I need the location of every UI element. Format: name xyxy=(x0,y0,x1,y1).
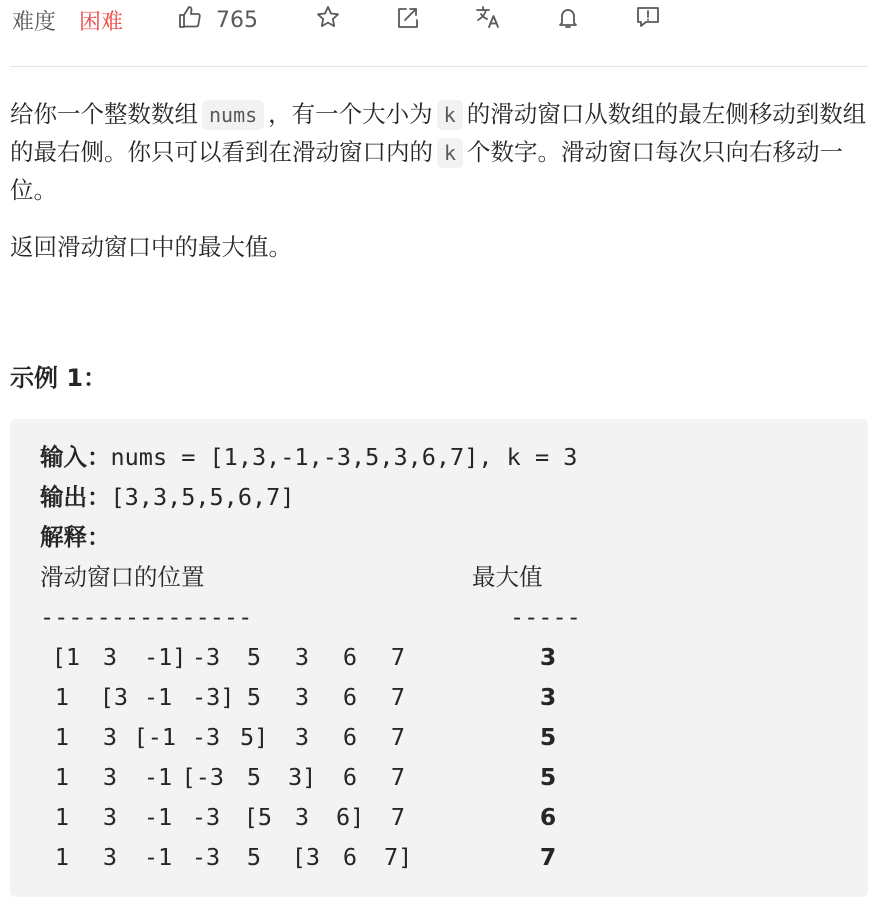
window-cell: 1 xyxy=(54,843,70,871)
window-row xyxy=(10,842,868,872)
description-paragraph xyxy=(10,96,870,209)
example-input-line xyxy=(40,442,577,472)
description-text: ，有一个大小为 xyxy=(268,100,433,128)
window-row xyxy=(10,762,868,792)
window-cell: 6 xyxy=(342,723,358,751)
code-nums: nums xyxy=(202,100,264,130)
window-cell: 7 xyxy=(390,643,406,671)
window-cell: 6 xyxy=(342,683,358,711)
share-button[interactable] xyxy=(394,4,422,36)
window-cell: 7 xyxy=(390,723,406,751)
feedback-icon xyxy=(634,3,662,37)
window-cell: -3 xyxy=(191,803,221,831)
window-cell: 6 xyxy=(342,843,358,871)
window-cell: [3 xyxy=(291,843,320,871)
window-cell: 3 xyxy=(102,763,118,791)
translate-icon xyxy=(474,3,502,37)
window-cell: [-3 xyxy=(181,763,224,791)
window-cell: 5 xyxy=(246,843,262,871)
star-icon xyxy=(314,3,342,37)
window-cell: [1 xyxy=(51,643,80,671)
difficulty-label: 难度 xyxy=(12,9,57,35)
window-max-value: 7 xyxy=(539,843,557,871)
window-cell: [3 xyxy=(99,683,128,711)
window-column-header: 滑动窗口的位置 xyxy=(40,563,205,591)
window-cell: 6 xyxy=(342,763,358,791)
window-cell: 3 xyxy=(102,803,118,831)
window-cell: 6] xyxy=(336,803,365,831)
window-cell: 7 xyxy=(390,803,406,831)
window-cell: [-1 xyxy=(133,723,176,751)
window-cell: [5 xyxy=(243,803,272,831)
example-title: 示例 1： xyxy=(10,364,108,392)
code-k: k xyxy=(437,100,463,130)
description-text: 给你一个整数数组 xyxy=(10,100,198,128)
window-cell: -1 xyxy=(143,683,173,711)
window-max-value: 5 xyxy=(539,723,557,751)
window-max-value: 5 xyxy=(539,763,557,791)
window-row xyxy=(10,722,868,752)
description-text: 的滑动窗口从数组的最左侧移动到数组的最右侧。你只可以看到在滑动窗口内的 xyxy=(10,100,867,166)
bell-icon xyxy=(554,3,582,37)
window-cell: 1 xyxy=(54,723,70,751)
problem-toolbar xyxy=(0,0,878,42)
window-cell: -1 xyxy=(143,803,173,831)
difficulty-value: 困难 xyxy=(79,9,124,35)
window-cell: -1 xyxy=(143,843,173,871)
window-cell: 5 xyxy=(246,763,262,791)
window-cell: 3 xyxy=(102,843,118,871)
window-cell: -3 xyxy=(191,843,221,871)
problem-description xyxy=(10,96,870,286)
input-label: 输入： xyxy=(40,443,111,471)
window-cell: 3 xyxy=(294,643,310,671)
window-cell: -1 xyxy=(143,763,173,791)
toolbar-divider xyxy=(10,66,868,67)
explain-label: 解释： xyxy=(40,523,111,551)
output-label: 输出： xyxy=(40,483,111,511)
window-max-value: 3 xyxy=(539,683,557,711)
window-cell: 6 xyxy=(342,643,358,671)
example-output-line xyxy=(40,482,294,512)
window-cell: 3 xyxy=(102,643,118,671)
window-max-value: 6 xyxy=(539,803,557,831)
window-cell: 7 xyxy=(390,763,406,791)
description-paragraph: 返回滑动窗口中的最大值。 xyxy=(10,233,292,261)
share-icon xyxy=(394,3,422,37)
translate-button[interactable] xyxy=(474,4,502,36)
window-cell: 3] xyxy=(288,763,317,791)
subscribe-button[interactable] xyxy=(554,4,582,36)
max-dash-line: ----- xyxy=(510,603,581,631)
window-cell: -3] xyxy=(192,683,235,711)
window-cell: 1 xyxy=(54,763,70,791)
window-cell: 3 xyxy=(294,683,310,711)
window-cell: -1] xyxy=(144,643,187,671)
window-cell: 5] xyxy=(240,723,269,751)
input-value: nums = [1,3,-1,-3,5,3,6,7], k = 3 xyxy=(110,443,578,471)
thumbs-up-icon xyxy=(176,3,204,37)
window-cell: -3 xyxy=(191,723,221,751)
example-code-block xyxy=(10,419,868,897)
window-row xyxy=(10,802,868,832)
window-cell: 3 xyxy=(294,723,310,751)
output-value: [3,3,5,5,6,7] xyxy=(110,483,295,511)
code-k: k xyxy=(437,138,463,168)
window-row xyxy=(10,642,868,672)
window-row xyxy=(10,682,868,712)
window-cell: 3 xyxy=(102,723,118,751)
window-cell: 5 xyxy=(246,683,262,711)
window-cell: 1 xyxy=(54,803,70,831)
window-cell: 7] xyxy=(384,843,413,871)
window-cell: 1 xyxy=(54,683,70,711)
window-cell: 7 xyxy=(390,683,406,711)
max-column-header: 最大值 xyxy=(472,563,543,591)
window-cell: 5 xyxy=(246,643,262,671)
example-explain-line xyxy=(40,522,111,552)
feedback-button[interactable] xyxy=(634,4,662,36)
window-max-value: 3 xyxy=(539,643,557,671)
like-count: 765 xyxy=(216,7,258,33)
window-cell: 3 xyxy=(294,803,310,831)
window-cell: -3 xyxy=(191,643,221,671)
window-dash-line: --------------- xyxy=(40,603,253,631)
description-text: 个数字。滑动窗口每次只向右移动一位。 xyxy=(10,138,844,204)
favorite-button[interactable] xyxy=(314,4,342,36)
like-button[interactable] xyxy=(176,4,258,36)
